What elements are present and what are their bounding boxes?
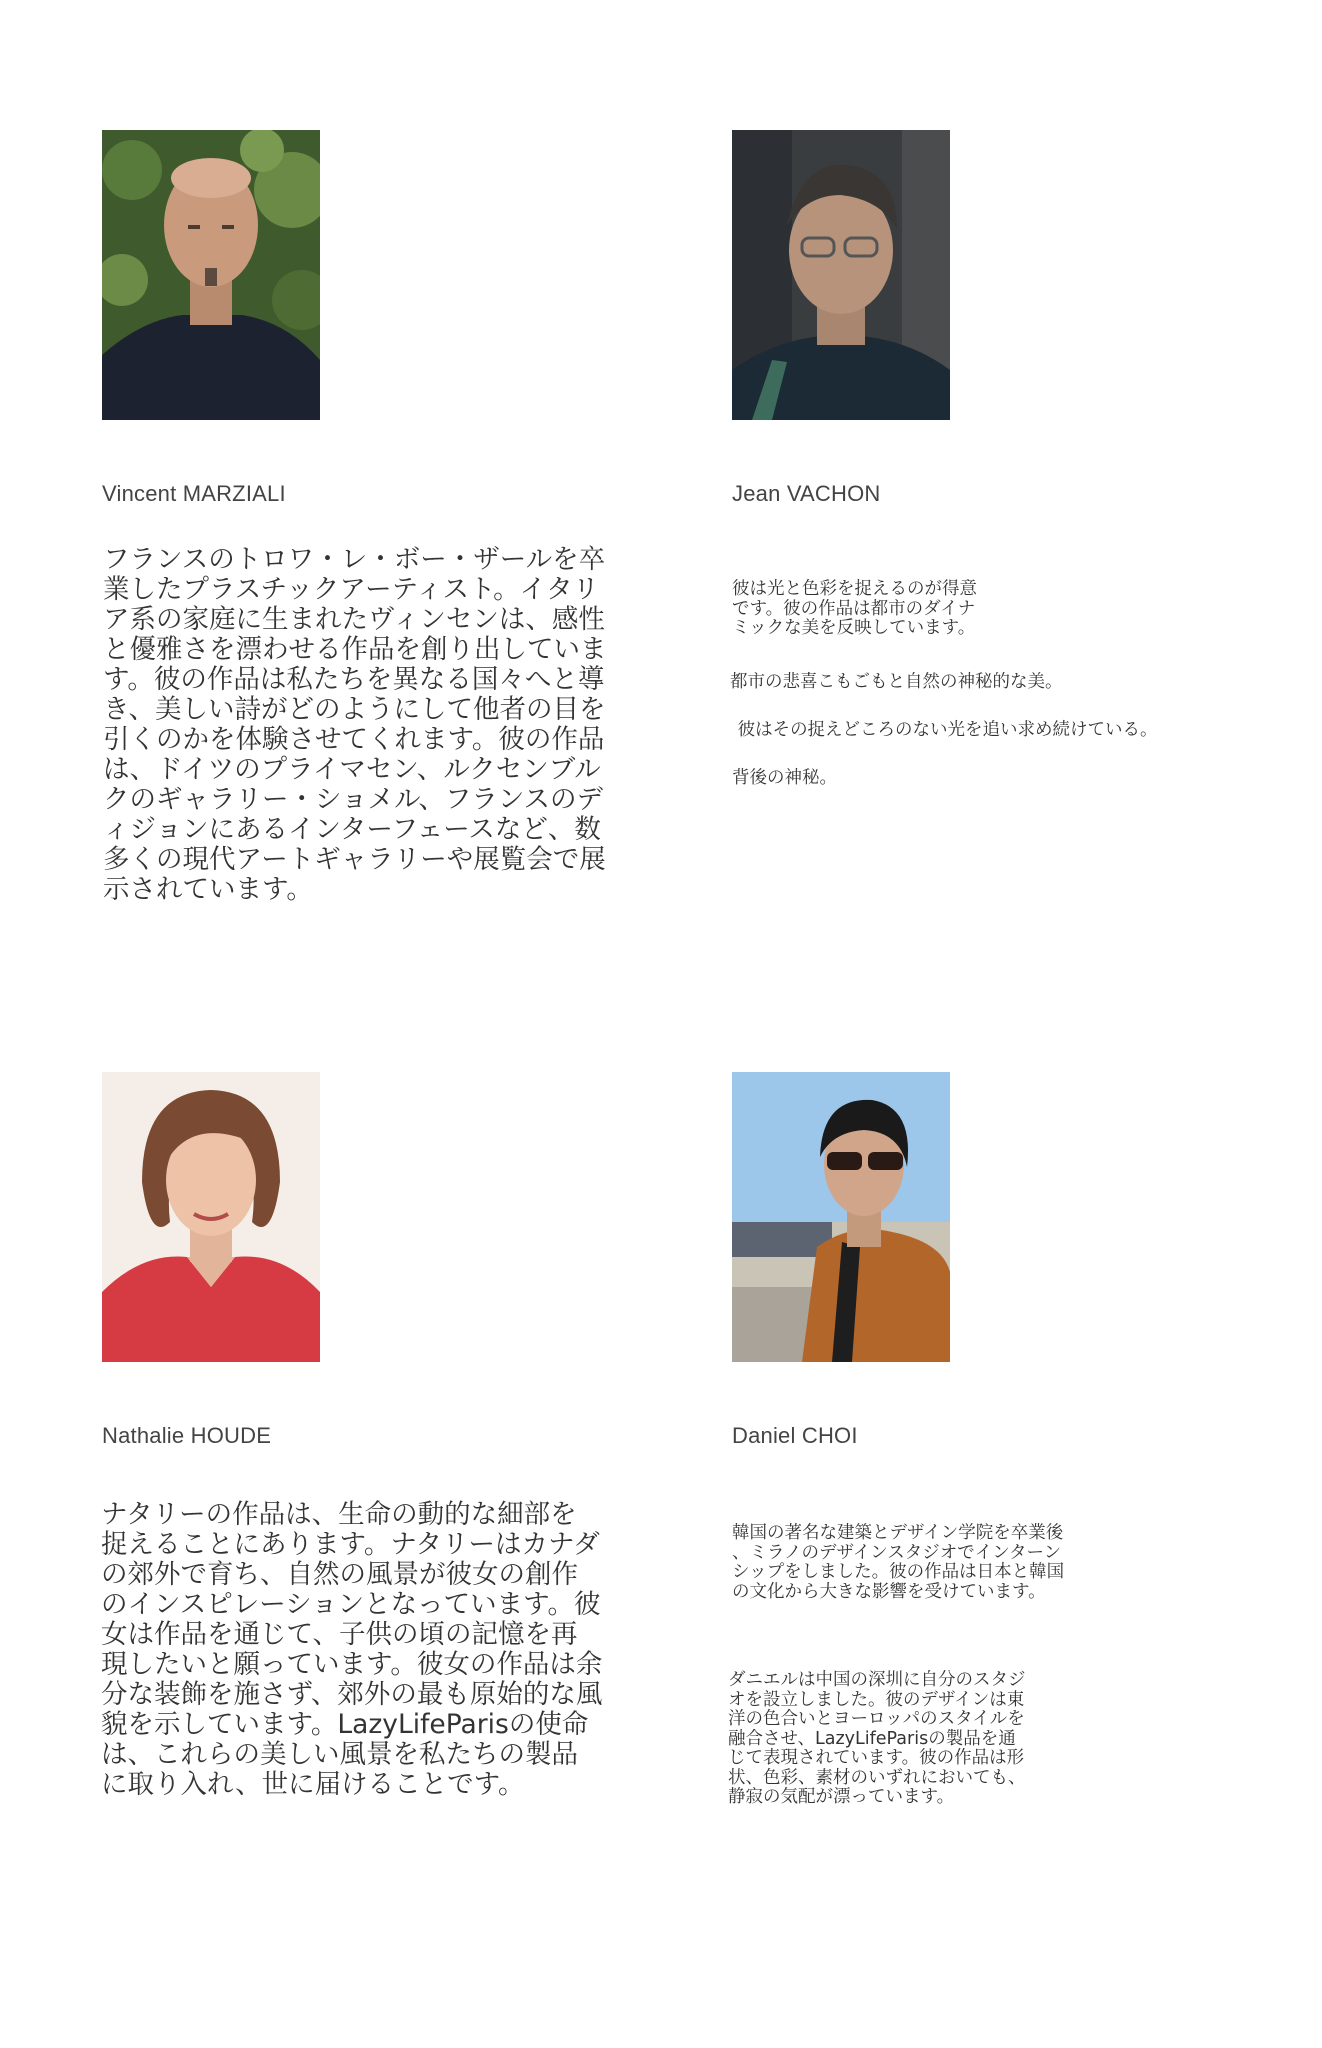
artist-name: Jean VACHON <box>732 481 881 506</box>
artist-photo-jean <box>732 130 950 420</box>
artist-photo-vincent <box>102 130 320 420</box>
artist-bio: フランスのトロワ・レ・ボー・ザールを卒 業したプラスチックアーティスト。イタリ ア系の家庭に生まれたヴィンセンは、感性 と優雅さを漂わせる作品を創り出していま す。彼の作品は私たちを異なる国々へと導 き、美しい詩がどのようにして他者の目を 引くのかを体験させてくれます。彼の作品 は、ドイツのプライマセン、ルクセンブル クのギャラリー・ショメル、フランスのデ ィジョンにあるインターフェースなど、数 多くの現代アートギャラリーや展覧会で展 示されています。 <box>103 544 607 905</box>
artist-bio: 背後の神秘。 <box>732 768 837 788</box>
artist-name: Vincent MARZIALI <box>102 481 286 506</box>
artist-name: Nathalie HOUDE <box>102 1423 272 1448</box>
artist-bio: 彼は光と色彩を捉えるのが得意 です。彼の作品は都市のダイナ ミックな美を反映しています。 <box>732 579 977 638</box>
artist-bio: 都市の悲喜こもごもと自然の神秘的な美。 <box>730 672 1063 692</box>
artist-bio: 彼はその捉えどころのない光を追い求め続けている。 <box>732 720 1158 740</box>
artist-bio: ナタリーの作品は、生命の動的な細部を 捉えることにあります。ナタリーはカナダ の郊外で育ち、自然の風景が彼女の創作 のインスピレーションとなっています。彼 女は作品を通じて、子供の頃の記憶を再 現したいと願っています。彼女の作品は余 分な装飾を施さず、郊外の最も原始的な風 貌を示しています。LazyLifeParisの使命 は、これらの美しい風景を私たちの製品 に取り入れ、世に届けることです。 <box>101 1499 603 1800</box>
artist-photo-nathalie <box>102 1072 320 1362</box>
artist-name: Daniel CHOI <box>732 1423 858 1448</box>
artist-bio: ダニエルは中国の深圳に自分のスタジ オを設立しました。彼のデザインは東 洋の色合いとヨーロッパのスタイルを 融合させ、LazyLifeParisの製品を通 じて表現されています。彼の作品は形 状、色彩、素材のいずれにおいても、 静寂の気配が漂っています。 <box>728 1670 1026 1807</box>
artist-photo-daniel <box>732 1072 950 1362</box>
artist-bio: 韓国の著名な建築とデザイン学院を卒業後 、ミラノのデザインスタジオでインターン シップをしました。彼の作品は日本と韓国 の文化から大きな影響を受けています。 <box>732 1523 1065 1602</box>
